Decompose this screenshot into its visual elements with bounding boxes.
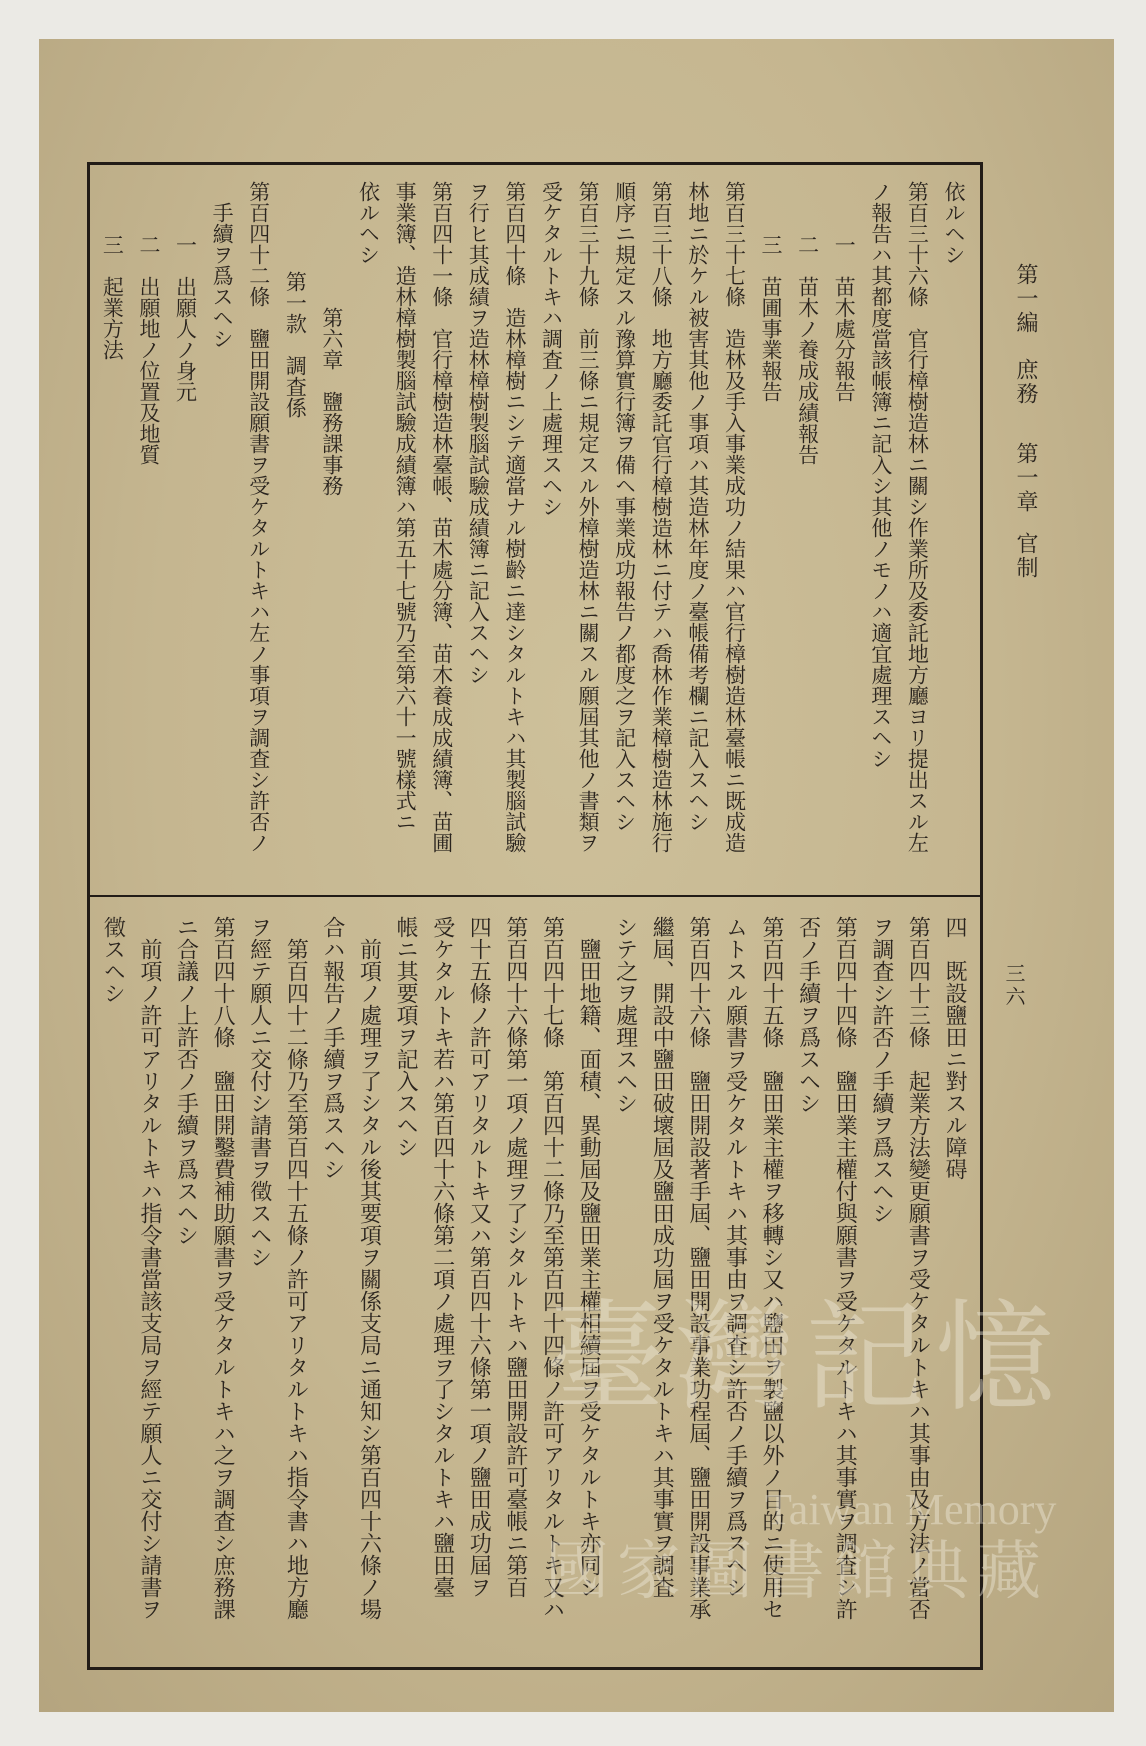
text-line: 林地ニ於ケル被害其他ノ事項ハ其造林年度ノ臺帳備考欄ニ記入スヘシ (685, 181, 710, 832)
running-header-part: 第一編 (1013, 263, 1038, 335)
text-line: 帳ニ其要項ヲ記入スヘシ (393, 916, 419, 1158)
upper-text-block (90, 165, 980, 895)
article-138-line: 第百三十八條 地方廳委託官行樟樹造林ニ付テハ喬林作業樟樹造林施行 (649, 181, 674, 853)
paragraph-line: 前項ノ處理ヲ了シタル後其要項ヲ關係支局ニ通知シ第百四十六條ノ場 (356, 938, 382, 1620)
scanned-page (39, 39, 1114, 1712)
text-line: 徵スヘシ (100, 916, 126, 1004)
text-line: 依ルヘシ (942, 181, 966, 265)
text-line: 合ハ報告ノ手續ヲ爲スヘシ (319, 916, 345, 1180)
list-item: 三 苗圃事業報告 (759, 233, 784, 402)
text-line: 四十五條ノ許可アリタルトキ又ハ第百四十六條第一項ノ鹽田成功屆ヲ (466, 916, 492, 1598)
article-145-line: 第百四十五條 鹽田業主權ヲ移轉シ又ハ鹽田ヲ製鹽以外ノ目的ニ使用セ (759, 916, 785, 1620)
article-147-line: 第百四十七條 第百四十二條乃至第百四十四條ノ許可アリタルトキ又ハ (539, 916, 565, 1620)
list-item: 一 出願人ノ身元 (173, 233, 198, 402)
text-line: ムトスル願書ヲ受ケタルトキハ其事由ヲ調査シ許否ノ手續ヲ爲スヘシ (722, 916, 748, 1598)
watermark-collection: 國家圖書館典藏 (545, 1535, 1049, 1609)
article-144-line: 第百四十四條 鹽田業主權付與願書ヲ受ケタルトキハ其事實ヲ調査シ許 (832, 916, 858, 1620)
text-line: 依ルヘシ (356, 181, 381, 265)
text-line: 否ノ手續ヲ爲スヘシ (795, 916, 821, 1114)
article-146-line: 第百四十六條 鹽田開設著手屆、鹽田開設事業功程屆、鹽田開設事業承 (685, 916, 711, 1620)
text-line: ヲ調査シ許否ノ手續ヲ爲スヘシ (868, 916, 894, 1224)
list-item: 一 苗木處分報告 (832, 233, 857, 402)
watermark-logo: 臺灣記憶 (545, 1289, 1065, 1428)
article-136-line: 第百三十六條 官行樟樹造林ニ關シ作業所及委託地方廳ヨリ提出スル左 (905, 181, 930, 853)
article-141-line: 第百四十一條 官行樟樹造林臺帳、苗木處分簿、苗木養成成績簿、苗圃 (429, 181, 454, 853)
article-140-line: 第百四十條 造林樟樹ニシテ適當ナル樹齡ニ達シタルトキハ其製腦試驗 (502, 181, 527, 853)
paragraph-line: 前項ノ許可アリタルトキハ指令書當該支局ヲ經テ願人ニ交付シ請書ヲ (136, 938, 162, 1620)
lower-text-block (90, 895, 980, 1667)
text-line: ヲ行ヒ其成績ヲ造林樟樹製腦試驗成績簿ニ記入スヘシ (466, 181, 491, 685)
text-line: 受ケタルトキ若ハ第百四十六條第二項ノ處理ヲ了シタルトキハ鹽田臺 (429, 916, 455, 1598)
text-line: シテ之ヲ處理スヘシ (612, 916, 638, 1114)
text-line: 事業簿、造林樟樹製腦試驗成績簿ハ第五十七號乃至第六十一號樣式ニ (393, 181, 418, 832)
text-line: 繼屆、開設中鹽田破壞屆及鹽田成功屆ヲ受ケタルトキハ其事實ヲ調査 (649, 916, 675, 1598)
article-142-line: 第百四十二條 鹽田開設願書ヲ受ケタルトキハ左ノ事項ヲ調査シ許否ノ (246, 181, 271, 853)
text-line: 第百四十六條第一項ノ處理ヲ了シタルトキハ鹽田開設許可臺帳ニ第百 (502, 916, 528, 1598)
list-item: 二 出願地ノ位置及地質 (136, 233, 161, 465)
text-line: 受ケタルトキハ調査ノ上處理スヘシ (539, 181, 564, 517)
paragraph-line: 鹽田地籍、面積、異動屆及鹽田業主權相續屆ヲ受ケタルトキ亦同シ (576, 938, 602, 1598)
list-item: 三 起業方法 (100, 233, 125, 360)
text-line: ニ合議ノ上許否ノ手續ヲ爲スヘシ (173, 916, 199, 1246)
paragraph-line: 第百四十二條乃至第百四十五條ノ許可アリタルトキハ指令書ハ地方廳 (283, 938, 309, 1620)
text-frame (87, 162, 983, 1670)
article-148-line: 第百四十八條 鹽田開鑿費補助願書ヲ受ケタルトキハ之ヲ調査シ庶務課 (210, 916, 236, 1620)
list-item: 四 既設鹽田ニ對スル障碍 (942, 916, 967, 1180)
running-header-chapter: 第一章 (1013, 442, 1038, 514)
text-line: 手續ヲ爲スヘシ (210, 202, 235, 349)
running-header-division: 庶務 (1013, 358, 1038, 406)
text-line: 順序ニ規定スル豫算實行簿ヲ備ヘ事業成功報告ノ都度之ヲ記入スヘシ (612, 181, 637, 832)
article-137-line: 第百三十七條 造林及手入事業成功ノ結果ハ官行樟樹造林臺帳ニ既成造 (722, 181, 747, 853)
watermark-english: Taiwan Memory (765, 1485, 1057, 1534)
section-heading: 第一款 調査係 (283, 271, 308, 419)
list-item: 二 苗木ノ養成成績報告 (795, 233, 820, 465)
text-line: ノ報告ハ其都度當該帳簿ニ記入シ其他ノモノハ適宜處理スヘシ (868, 181, 893, 769)
article-143-line: 第百四十三條 起業方法變更願書ヲ受ケタルトキハ其事由及方法ノ當否 (905, 916, 931, 1620)
running-header-title: 官制 (1013, 532, 1038, 580)
article-139-line: 第百三十九條 前三條ニ規定スル外樟樹造林ニ關スル願屆其他ノ書類ヲ (576, 181, 601, 853)
chapter-heading: 第六章 鹽務課事務 (319, 307, 344, 496)
text-line: ヲ經テ願人ニ交付シ請書ヲ徵スヘシ (246, 916, 272, 1268)
page-number: 三六 (1002, 963, 1026, 1009)
